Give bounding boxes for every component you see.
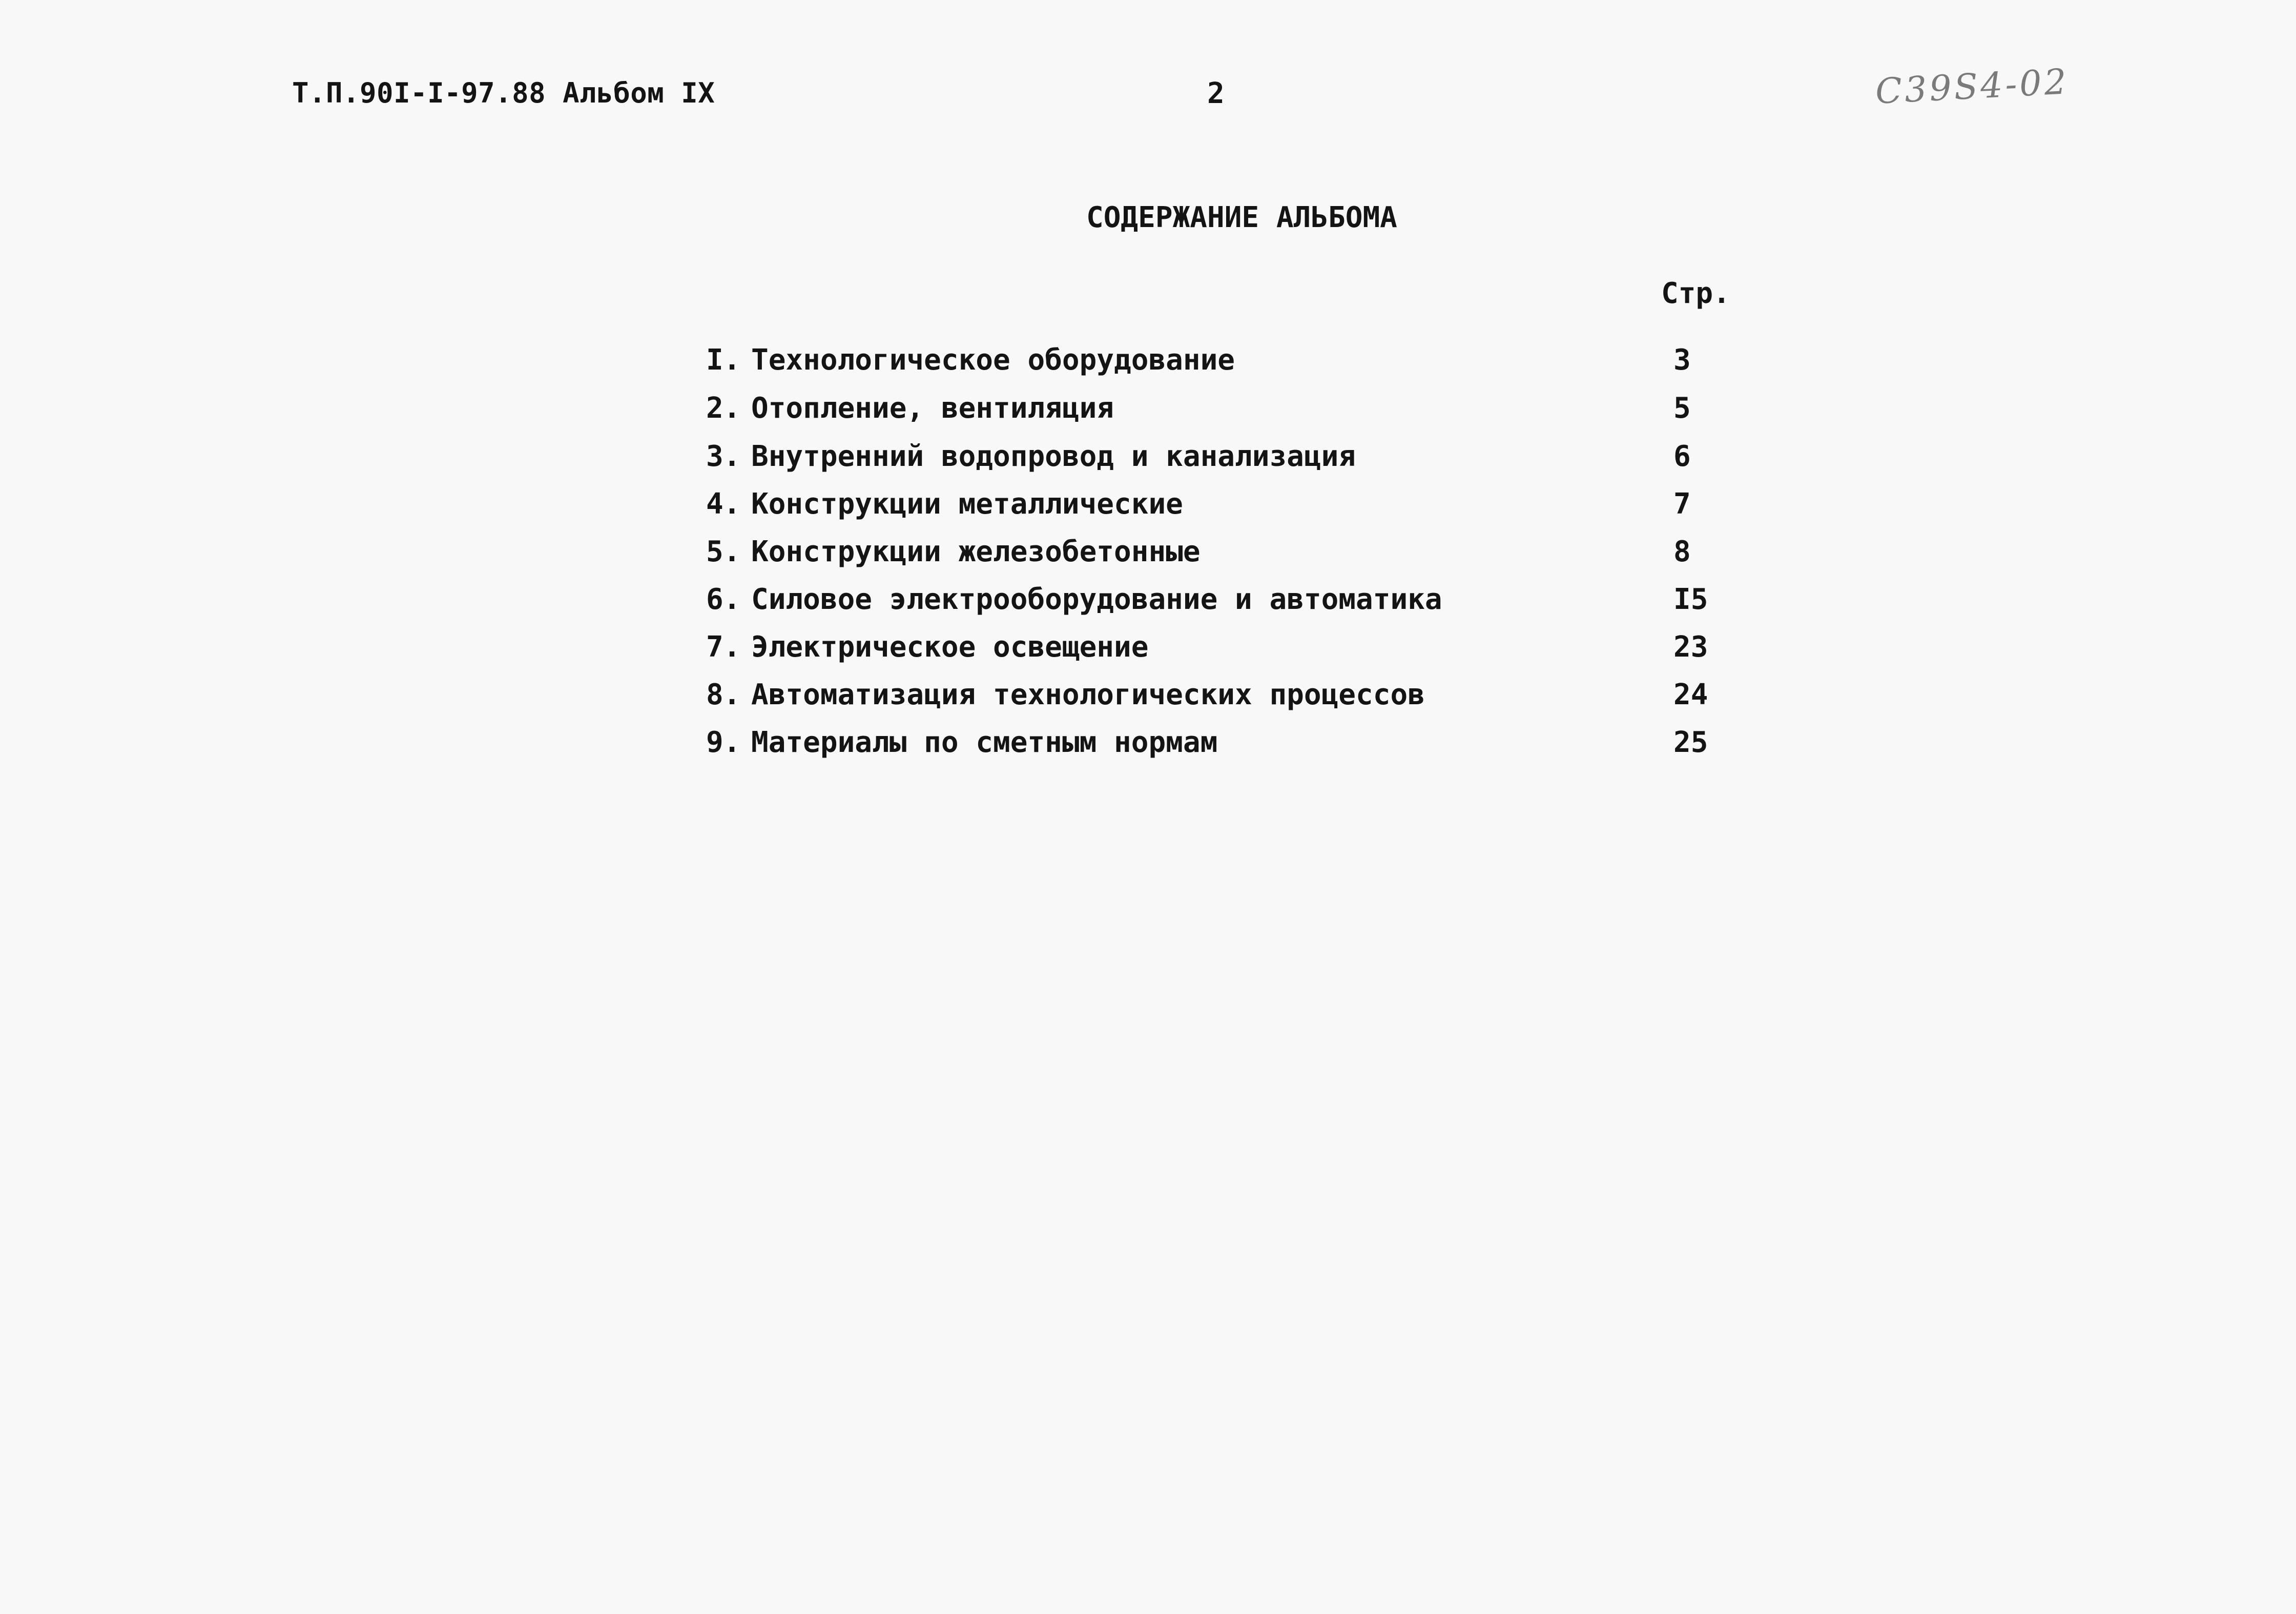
toc-item (706, 583, 1731, 624)
toc-title: СОДЕРЖАНИЕ АЛЬБОМА (1086, 201, 1397, 234)
toc-item (706, 343, 1731, 384)
handwritten-mark: C39S4-02 (1874, 62, 2070, 112)
toc-item-index: 2. (706, 392, 741, 425)
toc-item (706, 630, 1731, 671)
toc-item-page: 25 (1673, 726, 1708, 759)
toc-item-page: 5 (1673, 392, 1691, 425)
toc-item-index: 9. (706, 726, 741, 759)
toc-item-page: 6 (1673, 440, 1691, 473)
toc-item-index: 5. (706, 535, 741, 568)
toc-item-page: 7 (1673, 487, 1691, 521)
toc-item (706, 726, 1731, 767)
toc-item-label: Силовое электрооборудование и автоматика (751, 583, 1442, 616)
toc-list (706, 343, 1731, 805)
toc-item-label: Материалы по сметным нормам (751, 726, 1218, 759)
toc-item-label: Технологическое оборудование (751, 343, 1235, 377)
toc-item (706, 535, 1731, 576)
toc-item-label: Конструкции железобетонные (751, 535, 1201, 568)
page-column-header: Стр. (1661, 277, 1730, 310)
toc-item-index: 7. (706, 630, 741, 664)
toc-item (706, 392, 1731, 433)
toc-item-index: 6. (706, 583, 741, 616)
toc-item-label: Отопление, вентиляция (751, 392, 1114, 425)
toc-item (706, 440, 1731, 481)
toc-item-index: 4. (706, 487, 741, 521)
toc-item-index: 8. (706, 678, 741, 711)
toc-item-page: 8 (1673, 535, 1691, 568)
toc-item-label: Конструкции металлические (751, 487, 1183, 521)
toc-item-page: 3 (1673, 343, 1691, 377)
toc-item-page: 23 (1673, 630, 1708, 664)
toc-item-page: 24 (1673, 678, 1708, 711)
toc-item-label: Автоматизация технологических процессов (751, 678, 1425, 711)
toc-item-index: I. (706, 343, 741, 377)
toc-item-page: I5 (1673, 583, 1708, 616)
page-number: 2 (1207, 77, 1225, 110)
toc-item-label: Внутренний водопровод и канализация (751, 440, 1356, 473)
toc-item-index: 3. (706, 440, 741, 473)
toc-item (706, 678, 1731, 719)
document-code: Т.П.90I-I-97.88 Альбом IX (292, 77, 715, 109)
toc-item (706, 487, 1731, 528)
toc-item-label: Электрическое освещение (751, 630, 1149, 664)
